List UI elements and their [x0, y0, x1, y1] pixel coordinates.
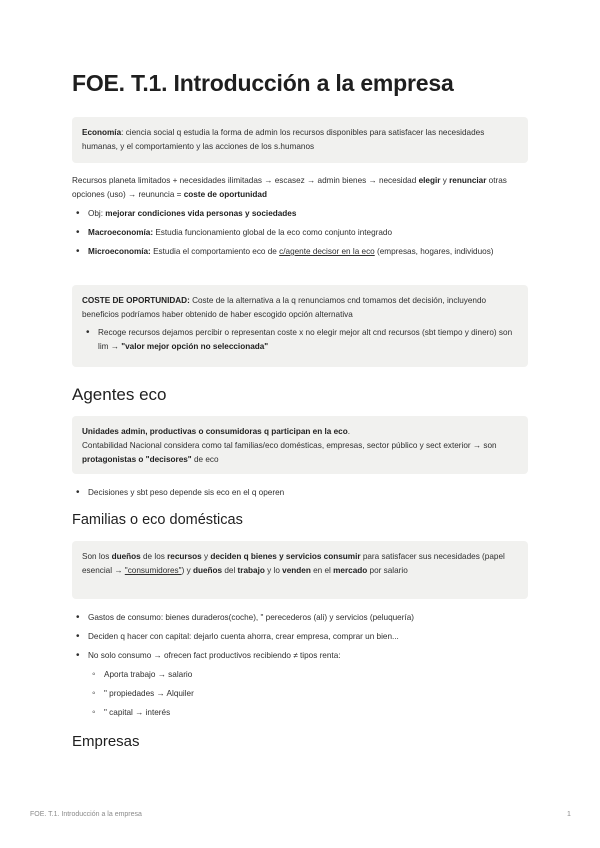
bold-text: dueños	[192, 566, 223, 575]
callout-familias	[72, 541, 528, 599]
list-item	[72, 207, 528, 221]
footer-title: FOE. T.1. Introducción a la empresa	[30, 811, 142, 818]
footer-page-number: 1	[567, 811, 571, 818]
text-fragment: .	[347, 427, 350, 436]
term-economia: Economía	[82, 128, 122, 137]
text-fragment: Estudia funcionamiento global de la eco como conjunto integrado	[153, 228, 393, 237]
list-item: • Gastos de consumo: bienes duraderos(coche), " perecederos (ali) y servicios (peluquería)	[72, 611, 528, 625]
text-fragment: Son los	[82, 552, 112, 561]
bullet-list-economia	[72, 207, 528, 259]
text-fragment: en el	[310, 566, 334, 575]
text-fragment: y lo	[264, 566, 283, 575]
callout-coste-oportunidad	[72, 285, 528, 367]
bold-text: Microeconomía:	[88, 247, 151, 256]
bold-text: protagonistas o "decisores"	[82, 455, 192, 464]
heading-familias: Familias o eco domésticas	[72, 512, 243, 528]
text-fragment: Recursos planeta limitados + necesidades ilimitadas → escasez → admin bienes → necesidad	[72, 176, 419, 185]
bold-text: Unidades admin, productivas o consumidoras q participan en la eco	[82, 427, 348, 436]
bold-text: mercado	[333, 566, 368, 575]
text-fragment: ) y	[181, 566, 193, 575]
sub-list-item: ◦ " capital → interés	[88, 706, 528, 720]
bold-text: mejorar condiciones vida personas y sociedades	[105, 209, 297, 218]
text-fragment: y	[440, 176, 450, 185]
bold-text: venden	[282, 566, 311, 575]
list-item	[72, 245, 528, 259]
text-fragment: Recoge recursos dejamos percibir o representan coste x no elegir mejor alt cnd recursos (sbt tiempo y dinero) son lim →	[98, 328, 513, 351]
bold-text: trabajo	[237, 566, 265, 575]
bold-text: "valor mejor opción no seleccionada"	[121, 342, 269, 351]
bold-coste-oportunidad: coste de oportunidad	[183, 190, 267, 199]
list-item	[72, 649, 528, 720]
heading-empresas: Empresas	[72, 733, 140, 750]
bold-text: deciden q bienes y servicios consumir	[210, 552, 361, 561]
callout-agentes	[72, 416, 528, 474]
bullet-list-familias	[72, 611, 528, 720]
list-item: • Deciden q hacer con capital: dejarlo cuenta ahorra, crear empresa, comprar un bien...	[72, 630, 528, 644]
bullet-list-decisiones	[72, 486, 528, 500]
term-coste-oportunidad: COSTE DE OPORTUNIDAD:	[82, 296, 190, 305]
text-fragment: por salario	[367, 566, 408, 575]
page-title: FOE. T.1. Introducción a la empresa	[72, 70, 454, 96]
text-fragment: y	[201, 552, 211, 561]
text-fragment: Contabilidad Nacional considera como tal familias/eco domésticas, empresas, sector público y sect exterior → son	[82, 441, 497, 450]
bold-renunciar: renunciar	[449, 176, 487, 185]
text-fragment: (empresas, hogares, individuos)	[374, 247, 494, 256]
list-item	[82, 326, 518, 354]
text-fragment: Estudia el comportamiento eco de	[150, 247, 280, 256]
list-item: • Decisiones y sbt peso depende sis eco en el q operen	[72, 486, 528, 500]
sub-bullet-list	[88, 668, 528, 720]
heading-agentes-eco: Agentes eco	[72, 385, 167, 404]
list-item	[72, 226, 528, 240]
underlined-text: "consumidores"	[124, 566, 182, 575]
text-fragment: de eco	[191, 455, 219, 464]
paragraph-recursos	[72, 174, 528, 202]
bold-text: Macroeconomía:	[88, 228, 154, 237]
sub-list-item: ◦ Aporta trabajo → salario	[88, 668, 528, 682]
underlined-text: c/agente decisor en la eco	[279, 247, 375, 256]
text-fragment: Obj:	[88, 209, 106, 218]
sub-list-item: ◦ " propiedades → Alquiler	[88, 687, 528, 701]
definition-coste: Coste de la alternativa a la q renunciamos cnd tomamos det decisión, incluyendo beneficios podríamos haber obtenido de haber escogido opción alternativa	[82, 296, 487, 319]
text-fragment: otras opciones (uso) → reununcia =	[72, 176, 507, 199]
callout-economia	[72, 117, 528, 163]
callout-bullet-list	[82, 326, 518, 354]
definition-economia: : ciencia social q estudia la forma de admin los recursos disponibles para satisfacer las necesidades humanas, y el comportamiento y las acciones de los s.humanos	[82, 128, 485, 151]
text-fragment: para satisfacer sus necesidades (papel esencial →	[82, 552, 505, 575]
text-fragment: del	[222, 566, 238, 575]
text-fragment: de los	[140, 552, 168, 561]
bold-text: dueños	[111, 552, 141, 561]
bold-text: recursos	[167, 552, 202, 561]
bold-elegir: elegir	[418, 176, 441, 185]
text-fragment: No solo consumo → ofrecen fact productivos recibiendo ≠ tipos renta:	[88, 651, 341, 660]
